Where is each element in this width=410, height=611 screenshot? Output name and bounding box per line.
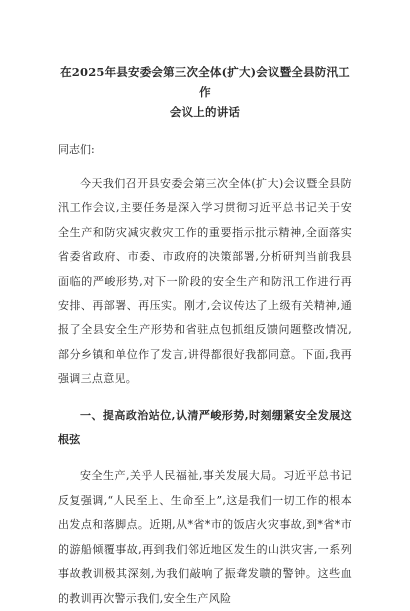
paragraph-safety: 安全生产,关乎人民福祉,事关发展大局。习近平总书记反复强调,“人民至上、生命至上”,这是我们一切工作的根本出发点和落脚点。近期,从*省*市的饭店火灾事故,到*省*市的游船倾覆事故,再到我们邻近地区发生的山洪灾害,一系列事故教训极其深刻,为我们敲响了振聋发聩的警钟。这些血的教训再次警示我们,安全生产风险 bbox=[58, 469, 352, 605]
document-title bbox=[58, 62, 352, 122]
title-line-1: 在2025年县安委会第三次全体(扩大)会议暨全县防汛工作 bbox=[60, 65, 350, 99]
salutation: 同志们: bbox=[58, 143, 95, 156]
title-line-2: 会议上的讲话 bbox=[169, 105, 241, 119]
section-heading-1: 一、提高政治站位,认清严峻形势,时刻绷紧安全发展这根弦 bbox=[58, 408, 352, 447]
paragraph-intro: 今天我们召开县安委会第三次全体(扩大)会议暨全县防汛工作会议,主要任务是深入学习贯彻习近平总书记关于安全生产和防灾减灾救灾工作的重要指示批示精神,全面落实省委省政府、市委、市政府的决策部署,分析研判当前我县面临的严峻形势,对下一阶段的安全生产和防汛工作进行再安排、再部署、再压实。刚才,会议传达了上级有关精神,通报了全县安全生产形势和省驻点包抓组反馈问题整改情况,部分乡镇和单位作了发言,讲得都很好我都同意。下面,我再强调三点意见。 bbox=[58, 177, 352, 386]
